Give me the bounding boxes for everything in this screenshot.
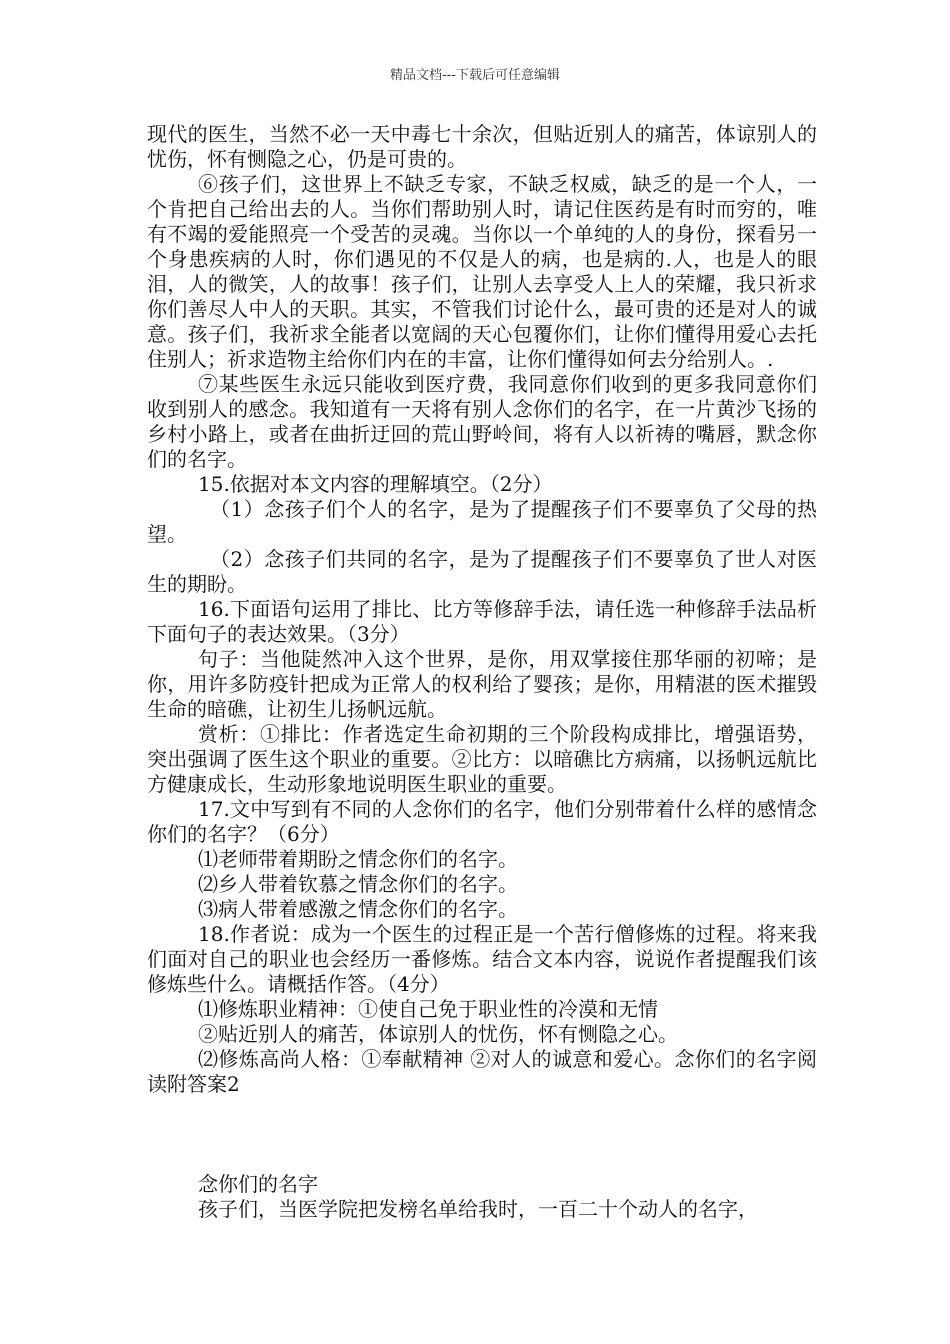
paragraph: ⑶病人带着感激之情念你们的名字。 [198, 897, 518, 921]
paragraph: 16.下面语句运用了排比、比方等修辞手法，请任选一种修辞手法品析下面句子的表达效果。（3分） [147, 597, 817, 646]
paragraph: ⑵修炼高尚人格：①奉献精神 ②对人的诚意和爱心。念你们的名字阅读附答案2 [147, 1047, 817, 1096]
paragraph: 句子：当他陡然冲入这个世界，是你，用双掌接住那华丽的初啼；是你，用许多防疫针把成为正常人的权利给了婴孩；是你，用精湛的医术摧毁生命的暗礁，让初生儿扬帆远航。 [147, 647, 817, 721]
paragraph: 现代的医生，当然不必一天中毒七十余次，但贴近别人的痛苦，体谅别人的忧伤，怀有恻隐之心，仍是可贵的。 [147, 122, 817, 171]
paragraph: 17.文中写到有不同的人念你们的名字，他们分别带着什么样的感情念你们的名字？（6分） [147, 797, 817, 846]
next-article [147, 1172, 817, 1222]
tail-paragraph: 孩子们，当医学院把发榜名单给我时，一百二十个动人的名字， [198, 1197, 758, 1221]
tail-paragraph: 念你们的名字 [198, 1172, 318, 1196]
paragraph: ⑥孩子们，这世界上不缺乏专家，不缺乏权威，缺乏的是一个人，一个肯把自己给出去的人。当你们帮助别人时，请记住医药是有时而穷的，唯有不竭的爱能照亮一个受苦的灵魂。当你以一个单纯的人的身份，探看另一个身患疾病的人时，你们遇见的不仅是人的病，也是病的.人，也是人的眼泪，人的微笑，人的故事！孩子们，让别人去享受人上人的荣耀，我只祈求你们善尽人中人的天职。其实，不管我们讨论什么，最可贵的还是对人的诚意。孩子们，我祈求全能者以宽阔的天心包覆你们，让你们懂得用爱心去托住别人；祈求造物主给你们内在的丰富，让你们懂得如何去分给别人。. [147, 172, 817, 371]
paragraph: （2）念孩子们共同的名字，是为了提醒孩子们不要辜负了世人对医生的期盼。 [147, 547, 817, 596]
paragraph: （1）念孩子们个人的名字，是为了提醒孩子们不要辜负了父母的热望。 [147, 497, 817, 546]
paragraph: ⑵乡人带着钦慕之情念你们的名字。 [198, 872, 518, 896]
paragraph: ②贴近别人的痛苦，体谅别人的忧伤，怀有恻隐之心。 [198, 1022, 678, 1046]
paragraph: ⑴老师带着期盼之情念你们的名字。 [198, 847, 518, 871]
paragraph: 赏析：①排比：作者选定生命初期的三个阶段构成排比，增强语势，突出强调了医生这个职业的重要。②比方：以暗礁比方病痛，以扬帆远航比方健康成长，生动形象地说明医生职业的重要。 [147, 722, 817, 796]
main-paragraphs [147, 122, 817, 1097]
paragraph: 18.作者说：成为一个医生的过程正是一个苦行僧修炼的过程。将来我们面对自己的职业也会经历一番修炼。结合文本内容，说说作者提醒我们该修炼些什么。请概括作答。（4分） [147, 922, 817, 996]
paragraph: ⑦某些医生永远只能收到医疗费，我同意你们收到的更多我同意你们收到别人的感念。我知道有一天将有别人念你们的名字，在一片黄沙飞扬的乡村小路上，或者在曲折迂回的荒山野岭间，将有人以祈祷的嘴唇，默念你们的名字。 [147, 372, 817, 471]
section-gap [147, 1097, 817, 1172]
page-header: 精品文档---下载后可任意编辑 [389, 68, 561, 83]
paragraph: ⑴修炼职业精神：①使自己免于职业性的冷漠和无情 [198, 997, 658, 1021]
document-body [147, 122, 817, 1222]
paragraph: 15.依据对本文内容的理解填空。（2分） [198, 472, 553, 496]
